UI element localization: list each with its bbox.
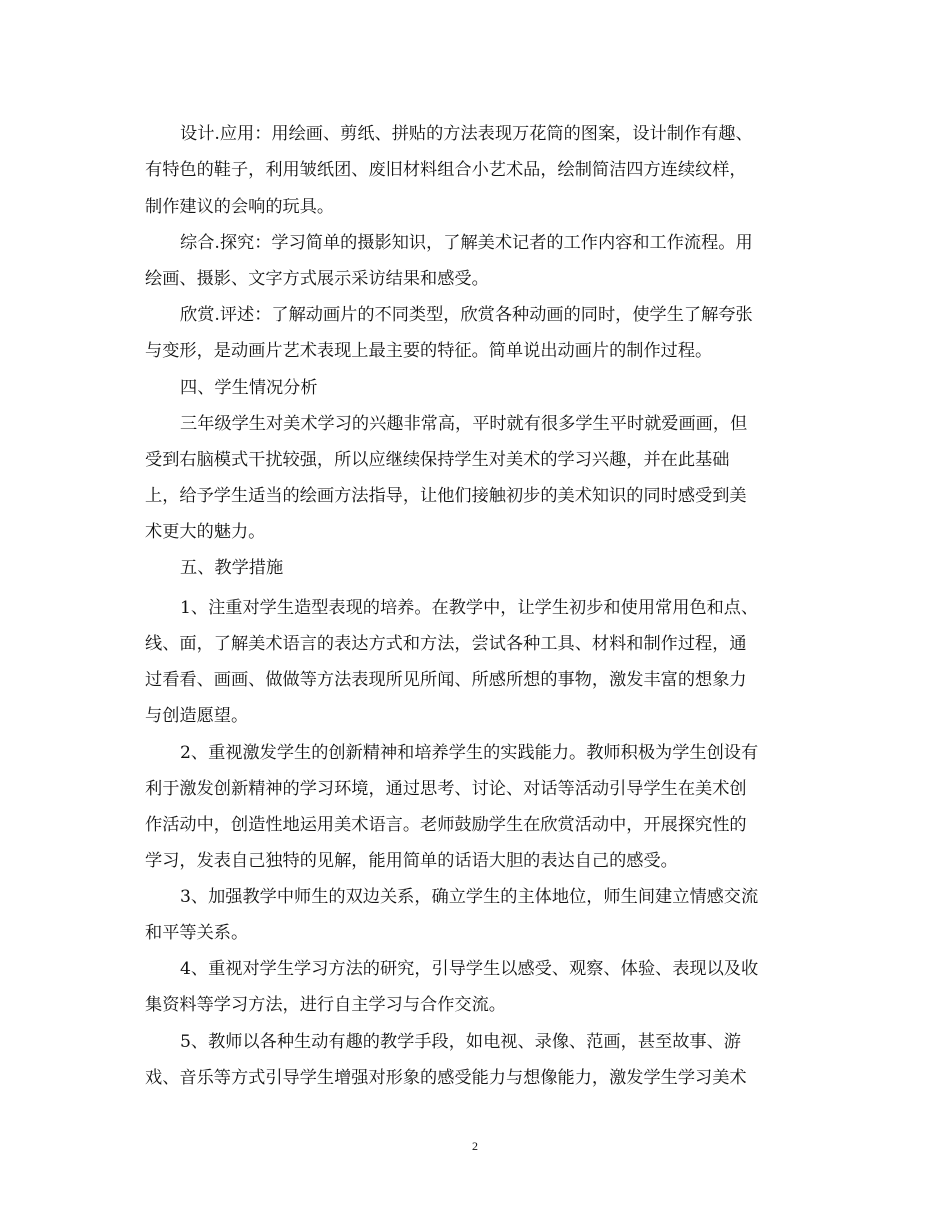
text-line: 作活动中，创造性地运用美术语言。老师鼓励学生在欣赏活动中，开展探究性的 bbox=[145, 815, 747, 835]
text-line: 有特色的鞋子，利用皱纸团、废旧材料组合小艺术品，绘制简洁四方连续纹样， bbox=[145, 160, 747, 180]
text-line: 欣赏.评述：了解动画片的不同类型，欣赏各种动画的同时，使学生了解夸张 bbox=[180, 305, 753, 325]
text-line: 受到右脑模式干扰较强，所以应继续保持学生对美术的学习兴趣，并在此基础 bbox=[145, 450, 730, 470]
text-line: 4、重视对学生学习方法的研究，引导学生以感受、观察、体验、表现以及收 bbox=[180, 959, 759, 979]
text-line: 戏、音乐等方式引导学生增强对形象的感受能力与想像能力，激发学生学习美术 bbox=[145, 1068, 747, 1088]
text-line: 综合.探究：学习简单的摄影知识，了解美术记者的工作内容和工作流程。用 bbox=[180, 233, 753, 253]
text-line: 线、面，了解美术语言的表达方式和方法，尝试各种工具、材料和制作过程，通 bbox=[145, 634, 747, 654]
text-line: 5、教师以各种生动有趣的教学手段，如电视、录像、范画，甚至故事、游 bbox=[180, 1032, 741, 1052]
text-line: 三年级学生对美术学习的兴趣非常高，平时就有很多学生平时就爱画画，但 bbox=[180, 414, 748, 434]
text-line: 和平等关系。 bbox=[145, 923, 249, 943]
text-line: 2、重视激发学生的创新精神和培养学生的实践能力。教师积极为学生创设有 bbox=[180, 743, 759, 763]
text-line: 学习，发表自己独特的见解，能用简单的话语大胆的表达自己的感受。 bbox=[145, 851, 678, 871]
text-line: 3、加强教学中师生的双边关系，确立学生的主体地位，师生间建立情感交流 bbox=[180, 887, 759, 907]
text-line: 过看看、画画、做做等方法表现所见所闻、所感所想的事物，激发丰富的想象力 bbox=[145, 670, 747, 690]
text-line: 绘画、摄影、文字方式展示采访结果和感受。 bbox=[145, 269, 489, 289]
text-line: 制作建议的会响的玩具。 bbox=[145, 197, 335, 217]
text-line: 集资料等学习方法，进行自主学习与合作交流。 bbox=[145, 995, 506, 1015]
text-line: 五、教学措施 bbox=[180, 558, 284, 578]
text-line: 与变形，是动画片艺术表现上最主要的特征。简单说出动画片的制作过程。 bbox=[145, 341, 713, 361]
text-line: 设计.应用：用绘画、剪纸、拼贴的方法表现万花筒的图案，设计制作有趣、 bbox=[180, 124, 753, 144]
text-line: 与创造愿望。 bbox=[145, 706, 249, 726]
text-line: 利于激发创新精神的学习环境，通过思考、讨论、对话等活动引导学生在美术创 bbox=[145, 779, 747, 799]
text-line: 上，给予学生适当的绘画方法指导，让他们接触初步的美术知识的同时感受到美 bbox=[145, 486, 747, 506]
text-line: 术更大的魅力。 bbox=[145, 522, 266, 542]
page-number: 2 bbox=[472, 1139, 478, 1153]
text-line: 1、注重对学生造型表现的培养。在教学中，让学生初步和使用常用色和点、 bbox=[180, 598, 759, 618]
text-line: 四、学生情况分析 bbox=[180, 378, 318, 398]
